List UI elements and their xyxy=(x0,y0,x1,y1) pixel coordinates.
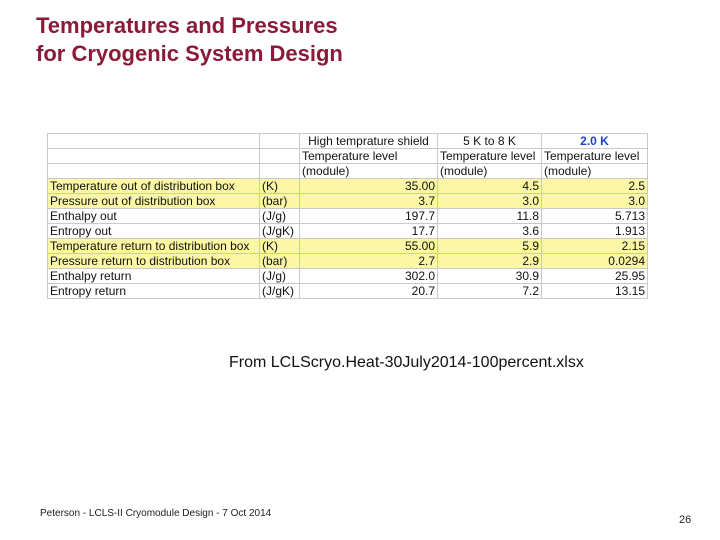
row-unit: (J/gK) xyxy=(260,284,300,299)
row-label: Entropy out xyxy=(48,224,260,239)
header-row-2 xyxy=(48,149,648,164)
header-5k-to-8k: 5 K to 8 K xyxy=(438,134,542,149)
row-unit: (bar) xyxy=(260,194,300,209)
row-unit: (J/g) xyxy=(260,269,300,284)
cell-5k-to-8k: 5.9 xyxy=(438,239,542,254)
cell-high-temp-shield: 20.7 xyxy=(300,284,438,299)
cell-high-temp-shield: 55.00 xyxy=(300,239,438,254)
empty-cell xyxy=(260,134,300,149)
cryo-table xyxy=(47,133,648,299)
table-row xyxy=(48,224,648,239)
spreadsheet-snippet xyxy=(47,133,675,305)
cell-2k: 25.95 xyxy=(542,269,648,284)
cell-5k-to-8k: 11.8 xyxy=(438,209,542,224)
row-label: Pressure out of distribution box xyxy=(48,194,260,209)
table-row xyxy=(48,179,648,194)
source-caption: From LCLScryo.Heat-30July2014-100percent.xlsx xyxy=(229,354,584,371)
header-module: (module) xyxy=(542,164,648,179)
cell-2k: 2.5 xyxy=(542,179,648,194)
row-unit: (J/gK) xyxy=(260,224,300,239)
cell-2k: 13.15 xyxy=(542,284,648,299)
row-label: Enthalpy return xyxy=(48,269,260,284)
header-row-3 xyxy=(48,164,648,179)
cell-2k: 2.15 xyxy=(542,239,648,254)
row-unit: (bar) xyxy=(260,254,300,269)
row-label: Entropy return xyxy=(48,284,260,299)
cell-5k-to-8k: 4.5 xyxy=(438,179,542,194)
table-row xyxy=(48,194,648,209)
cell-5k-to-8k: 30.9 xyxy=(438,269,542,284)
slide-title-line-2: for Cryogenic System Design xyxy=(36,41,343,66)
cell-high-temp-shield: 197.7 xyxy=(300,209,438,224)
row-label: Temperature return to distribution box xyxy=(48,239,260,254)
header-temperature-level: Temperature level xyxy=(300,149,438,164)
empty-cell xyxy=(48,164,260,179)
empty-cell xyxy=(260,149,300,164)
cell-5k-to-8k: 7.2 xyxy=(438,284,542,299)
header-module: (module) xyxy=(300,164,438,179)
row-label: Enthalpy out xyxy=(48,209,260,224)
header-high-temp-shield: High temprature shield xyxy=(300,134,438,149)
row-unit: (J/g) xyxy=(260,209,300,224)
table-row xyxy=(48,284,648,299)
row-label: Temperature out of distribution box xyxy=(48,179,260,194)
cell-high-temp-shield: 2.7 xyxy=(300,254,438,269)
row-unit: (K) xyxy=(260,239,300,254)
header-module: (module) xyxy=(438,164,542,179)
header-2k: 2.0 K xyxy=(542,134,648,149)
slide-title-line-1: Temperatures and Pressures xyxy=(36,13,338,38)
cell-high-temp-shield: 35.00 xyxy=(300,179,438,194)
header-temperature-level: Temperature level xyxy=(542,149,648,164)
table-row xyxy=(48,239,648,254)
cell-2k: 1.913 xyxy=(542,224,648,239)
cell-2k: 0.0294 xyxy=(542,254,648,269)
cell-5k-to-8k: 3.6 xyxy=(438,224,542,239)
cell-high-temp-shield: 302.0 xyxy=(300,269,438,284)
header-row-1 xyxy=(48,134,648,149)
empty-cell xyxy=(48,149,260,164)
slide-title xyxy=(36,12,343,68)
cell-5k-to-8k: 3.0 xyxy=(438,194,542,209)
row-label: Pressure return to distribution box xyxy=(48,254,260,269)
cell-2k: 5.713 xyxy=(542,209,648,224)
cell-5k-to-8k: 2.9 xyxy=(438,254,542,269)
header-temperature-level: Temperature level xyxy=(438,149,542,164)
cell-high-temp-shield: 17.7 xyxy=(300,224,438,239)
cell-high-temp-shield: 3.7 xyxy=(300,194,438,209)
cell-2k: 3.0 xyxy=(542,194,648,209)
table-row xyxy=(48,209,648,224)
slide-footer: Peterson - LCLS-II Cryomodule Design - 7 Oct 2014 xyxy=(40,508,272,519)
page-number: 26 xyxy=(679,514,692,526)
row-unit: (K) xyxy=(260,179,300,194)
table-row xyxy=(48,269,648,284)
empty-cell xyxy=(48,134,260,149)
table-row xyxy=(48,254,648,269)
empty-cell xyxy=(260,164,300,179)
